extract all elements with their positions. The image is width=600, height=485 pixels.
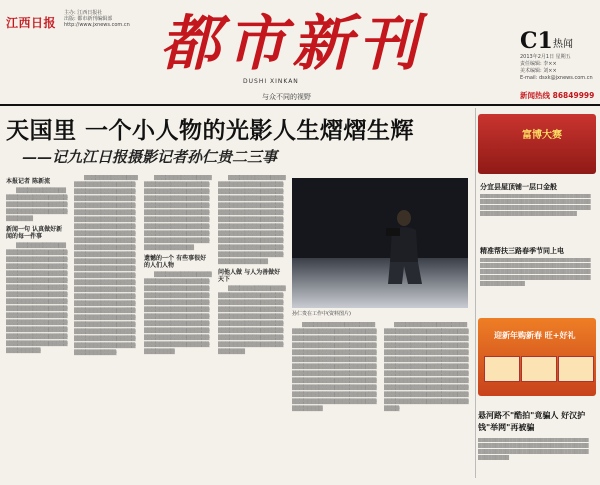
body-text-filler: ▒▒▒▒▒▒▒▒▒▒▒▒▒▒▒▒▒▒▒▒▒▒▒▒▒▒▒▒▒▒▒▒▒▒▒▒▒▒▒▒▒▒▒▒▒▒▒▒▒▒▒▒▒▒▒▒▒▒▒▒▒▒▒▒▒▒▒▒▒▒▒▒▒▒▒▒▒▒▒▒▒▒▒▒▒▒▒▒▒▒▒▒▒▒▒▒▒▒▒▒▒▒▒▒▒▒▒▒▒▒▒▒▒▒▒▒▒▒▒▒▒▒▒▒▒▒▒▒▒▒▒▒▒▒▒▒▒▒▒▒▒▒▒▒▒▒▒▒▒▒▒▒▒▒▒▒▒▒▒▒▒▒▒▒▒▒▒▒▒▒▒▒▒▒▒▒▒▒▒▒▒▒▒▒▒▒▒▒▒▒▒▒▒▒▒▒▒▒▒▒▒▒▒▒▒▒▒▒▒▒▒▒▒▒▒▒▒▒▒▒▒▒▒▒▒▒▒▒▒▒▒▒▒▒▒▒▒▒▒▒▒▒▒▒▒▒▒▒▒▒▒▒▒▒▒▒▒▒▒▒▒▒▒▒▒: [384, 322, 469, 412]
article-column-1: [6, 175, 68, 475]
meta-line: 主办: 江西日报社: [64, 10, 103, 16]
body-text-filler: ▒▒▒▒▒▒▒▒▒▒▒▒▒▒▒▒▒▒▒▒▒▒▒▒▒▒▒▒▒▒▒▒▒▒▒▒▒▒▒▒▒▒▒▒▒▒▒▒▒▒▒▒▒▒▒▒▒▒▒▒▒▒▒▒▒▒▒▒: [6, 188, 68, 222]
page-info-line: 美术编辑: 刘××: [520, 68, 557, 74]
article-subhead: ——记九江日报摄影记者孙仁贵二三事: [22, 148, 278, 166]
snow-ground: [292, 258, 468, 308]
article-headline: 天国里 一个小人物的光影人生熠熠生辉: [6, 118, 415, 144]
body-text-filler: ▒▒▒▒▒▒▒▒▒▒▒▒▒▒▒▒▒▒▒▒▒▒▒▒▒▒▒▒▒▒▒▒▒▒▒▒▒▒▒▒▒▒▒▒▒▒▒▒▒▒▒▒▒▒▒▒▒▒▒▒▒▒▒▒▒▒▒▒▒▒▒▒▒▒▒▒▒▒▒▒▒▒▒▒▒▒▒▒▒▒▒▒▒▒▒▒▒▒▒▒▒▒▒▒▒▒▒▒▒▒▒▒▒▒▒▒▒▒▒▒▒▒▒▒▒▒▒▒▒▒▒▒▒▒▒▒▒▒▒▒▒▒▒▒▒▒▒▒▒▒▒▒▒▒▒▒▒▒▒▒▒▒▒▒▒▒▒▒▒▒▒▒▒▒▒▒▒▒▒▒▒▒▒▒▒▒▒▒▒▒▒▒▒: [144, 272, 212, 355]
page-info: [520, 54, 598, 82]
article-column-2: [74, 175, 138, 475]
page-section: 热闻: [553, 39, 573, 50]
section-head: 问他人做 与人为善做好天下: [218, 269, 281, 283]
sidebar-item2-text: ▒▒▒▒▒▒▒▒▒▒▒▒▒▒▒▒▒▒▒▒▒▒▒▒▒▒▒▒▒▒▒▒▒▒▒▒▒▒▒▒▒▒▒▒▒▒▒▒▒▒▒▒▒▒▒▒▒▒▒▒▒▒▒▒▒▒▒▒▒▒▒▒▒▒▒▒▒▒▒▒▒▒▒▒▒▒▒▒▒▒▒▒▒▒▒▒▒▒▒▒▒▒▒▒▒▒▒▒▒▒▒▒▒▒▒▒▒▒▒▒▒▒▒▒▒▒▒▒▒▒▒▒▒▒▒▒▒▒▒▒▒: [480, 258, 591, 287]
parent-paper-logo: 江西日报: [6, 16, 57, 30]
middle-ad-title: 迎新年购新春 旺+好礼: [494, 331, 576, 340]
meta-line: 出版: 都市新刊编辑部: [64, 16, 113, 22]
section-head: 遗憾的一个 有些事很好的人们人物: [144, 255, 207, 269]
section-head: 新闻一句 认真做好新闻的每一件事: [6, 226, 63, 240]
newspaper-title: 都市新刊: [160, 9, 424, 79]
body-text-filler: ▒▒▒▒▒▒▒▒▒▒▒▒▒▒▒▒▒▒▒▒▒▒▒▒▒▒▒▒▒▒▒▒▒▒▒▒▒▒▒▒▒▒▒▒▒▒▒▒▒▒▒▒▒▒▒▒▒▒▒▒▒▒▒▒▒▒▒▒▒▒▒▒▒▒▒▒▒▒▒▒▒▒▒▒▒▒▒▒▒▒▒▒▒▒▒▒▒▒▒▒▒▒▒▒▒▒▒▒▒▒▒▒▒▒▒▒▒▒▒▒▒▒▒▒▒▒▒▒▒▒▒▒▒▒▒▒▒▒▒▒▒▒▒▒▒▒▒▒▒▒▒▒▒▒▒▒▒▒▒▒▒▒▒▒▒▒▒▒▒▒▒▒▒▒▒▒▒▒▒▒▒: [144, 175, 212, 251]
article-photo: [292, 178, 468, 308]
body-text-filler: ▒▒▒▒▒▒▒▒▒▒▒▒▒▒▒▒▒▒▒▒▒▒▒▒▒▒▒▒▒▒▒▒▒▒▒▒▒▒▒▒▒▒▒▒▒▒▒▒▒▒▒▒▒▒▒▒▒▒▒▒▒▒▒▒▒▒▒▒▒▒▒▒▒▒▒▒▒▒▒▒▒▒▒▒▒▒▒▒▒▒▒▒▒▒▒▒▒▒▒▒▒▒▒▒▒▒▒▒▒▒▒▒▒▒▒▒▒▒▒▒▒▒▒▒▒▒▒▒▒▒▒▒▒▒▒▒▒▒▒▒▒▒▒▒▒▒▒▒▒▒▒▒▒▒▒▒▒▒▒▒▒▒▒▒▒▒▒▒▒▒▒▒▒▒▒▒▒▒▒▒▒▒▒▒▒▒▒▒▒▒▒▒▒▒▒▒▒▒▒▒▒▒▒▒▒▒▒▒▒▒▒▒▒▒▒▒▒▒▒▒▒▒▒▒▒▒▒▒▒▒▒▒▒▒▒▒▒▒▒▒▒▒▒▒▒▒: [6, 243, 68, 354]
newspaper-pinyin: DUSHI XINKAN: [243, 78, 299, 85]
top-ad-title: 富博大赛: [522, 130, 562, 141]
ad-product-box: [558, 356, 594, 382]
ad-product-box: [521, 356, 557, 382]
top-ad-banner[interactable]: [478, 114, 596, 174]
article-column-6: [384, 322, 470, 476]
photographer-figure: [384, 206, 424, 286]
sidebar-bottom-headline: 悬河路不"酷拍"竟骗人 好汉护钱"举网"再被骗: [478, 411, 586, 432]
masthead-meta: [64, 10, 130, 28]
body-text-filler: ▒▒▒▒▒▒▒▒▒▒▒▒▒▒▒▒▒▒▒▒▒▒▒▒▒▒▒▒▒▒▒▒▒▒▒▒▒▒▒▒▒▒▒▒▒▒▒▒▒▒▒▒▒▒▒▒▒▒▒▒▒▒▒▒▒▒▒▒▒▒▒▒▒▒▒▒▒▒▒▒▒▒▒▒▒▒▒▒▒▒▒▒▒▒▒▒▒▒▒▒▒▒▒▒▒▒▒▒▒▒▒▒▒▒▒▒▒▒▒▒▒▒▒▒▒▒▒▒▒▒▒▒▒▒▒▒▒▒▒▒▒▒▒▒▒▒▒▒▒▒▒▒▒▒▒▒▒▒: [218, 286, 286, 355]
news-hotline: 新闻热线 86849999: [520, 91, 595, 100]
photo-caption: 孙仁贵在工作中(资料图片): [292, 311, 351, 317]
sidebar-item2-head: 精准帮扶三路春季节同上电: [480, 247, 564, 255]
byline: 本报记者 陈新流: [6, 178, 51, 185]
article-column-4: [218, 175, 286, 475]
sidebar-item1-head: 分宜县屋顶铺一层口金般: [480, 183, 557, 191]
body-text-filler: ▒▒▒▒▒▒▒▒▒▒▒▒▒▒▒▒▒▒▒▒▒▒▒▒▒▒▒▒▒▒▒▒▒▒▒▒▒▒▒▒▒▒▒▒▒▒▒▒▒▒▒▒▒▒▒▒▒▒▒▒▒▒▒▒▒▒▒▒▒▒▒▒▒▒▒▒▒▒▒▒▒▒▒▒▒▒▒▒▒▒▒▒▒▒▒▒▒▒▒▒▒▒▒▒▒▒▒▒▒▒▒▒▒▒▒▒▒▒▒▒▒▒▒▒▒▒▒▒▒▒▒▒▒▒▒▒▒▒▒▒▒▒▒▒▒▒▒▒▒▒▒▒▒▒▒▒▒▒▒▒▒▒▒▒▒▒▒▒▒▒▒▒▒▒▒▒▒▒▒▒▒▒▒▒▒▒▒▒▒▒▒▒▒▒▒▒▒▒▒▒▒▒▒▒▒▒▒▒▒▒▒▒▒▒▒▒▒▒▒▒▒▒▒▒▒▒▒▒▒▒▒▒▒▒▒▒▒▒▒▒▒▒▒▒▒▒▒▒▒▒▒▒▒▒▒▒▒▒▒▒▒▒▒▒▒▒▒▒▒▒▒▒▒▒▒▒▒▒▒▒▒▒▒▒▒▒▒▒▒▒▒▒▒▒▒▒▒▒▒▒▒▒▒▒▒▒▒▒▒▒▒▒▒▒▒▒▒▒▒▒▒▒▒▒▒▒▒▒▒▒▒▒▒▒▒▒▒▒▒▒▒▒▒▒▒▒▒▒▒▒▒▒▒▒▒▒▒▒▒▒▒▒▒▒▒▒▒▒▒▒▒▒▒▒▒▒▒▒▒▒▒▒▒▒▒▒▒▒▒▒▒▒▒▒▒▒▒▒▒▒▒▒▒▒▒▒▒▒▒: [74, 175, 138, 356]
meta-line: http://www.jxnews.com.cn: [64, 22, 130, 28]
newspaper-tagline: 与众不同的视野: [262, 93, 311, 101]
page-info-line: 2013年2月1日 星期五: [520, 54, 571, 60]
sidebar-item1-text: ▒▒▒▒▒▒▒▒▒▒▒▒▒▒▒▒▒▒▒▒▒▒▒▒▒▒▒▒▒▒▒▒▒▒▒▒▒▒▒▒▒▒▒▒▒▒▒▒▒▒▒▒▒▒▒▒▒▒▒▒▒▒▒▒▒▒▒▒▒▒▒▒▒▒▒▒▒▒▒▒▒▒▒▒▒▒▒▒▒▒▒▒▒▒▒▒▒▒▒▒▒▒▒▒▒▒▒▒▒▒▒▒▒▒▒▒▒▒▒▒▒▒▒▒: [480, 194, 591, 217]
masthead-rule: [0, 104, 600, 106]
page-info-line: E-mail: dsxk@jxnews.com.cn: [520, 75, 593, 81]
article-column-5: [292, 322, 378, 476]
body-text-filler: ▒▒▒▒▒▒▒▒▒▒▒▒▒▒▒▒▒▒▒▒▒▒▒▒▒▒▒▒▒▒▒▒▒▒▒▒▒▒▒▒▒▒▒▒▒▒▒▒▒▒▒▒▒▒▒▒▒▒▒▒▒▒▒▒▒▒▒▒▒▒▒▒▒▒▒▒▒▒▒▒▒▒▒▒▒▒▒▒▒▒▒▒▒▒▒▒▒▒▒▒▒▒▒▒▒▒▒▒▒▒▒▒▒▒▒▒▒▒▒▒▒▒▒▒▒▒▒▒▒▒▒▒▒▒▒▒▒▒▒▒▒▒▒▒▒▒▒▒▒▒▒▒▒▒▒▒▒▒▒▒▒▒▒▒▒▒▒▒▒▒▒▒▒▒▒▒▒▒▒▒▒▒▒▒▒▒▒▒▒▒▒▒▒▒▒▒▒▒▒▒▒▒▒▒▒▒▒▒▒▒▒▒▒▒▒: [218, 175, 286, 265]
ad-product-box: [484, 356, 520, 382]
page-number: C1: [520, 28, 553, 54]
page-info-line: 责任编辑: 李××: [520, 61, 557, 67]
sidebar-bottom-text: ▒▒▒▒▒▒▒▒▒▒▒▒▒▒▒▒▒▒▒▒▒▒▒▒▒▒▒▒▒▒▒▒▒▒▒▒▒▒▒▒▒▒▒▒▒▒▒▒▒▒▒▒▒▒▒▒▒▒▒▒▒▒▒▒▒▒▒▒▒▒▒▒▒▒▒▒▒▒▒▒▒▒▒▒▒▒▒▒▒▒▒▒▒▒▒▒▒▒▒▒▒▒▒▒▒: [478, 438, 589, 461]
article-column-3: [144, 175, 212, 475]
body-text-filler: ▒▒▒▒▒▒▒▒▒▒▒▒▒▒▒▒▒▒▒▒▒▒▒▒▒▒▒▒▒▒▒▒▒▒▒▒▒▒▒▒▒▒▒▒▒▒▒▒▒▒▒▒▒▒▒▒▒▒▒▒▒▒▒▒▒▒▒▒▒▒▒▒▒▒▒▒▒▒▒▒▒▒▒▒▒▒▒▒▒▒▒▒▒▒▒▒▒▒▒▒▒▒▒▒▒▒▒▒▒▒▒▒▒▒▒▒▒▒▒▒▒▒▒▒▒▒▒▒▒▒▒▒▒▒▒▒▒▒▒▒▒▒▒▒▒▒▒▒▒▒▒▒▒▒▒▒▒▒▒▒▒▒▒▒▒▒▒▒▒▒▒▒▒▒▒▒▒▒▒▒▒▒▒▒▒▒▒▒▒▒▒▒▒▒▒▒▒▒▒▒▒▒▒▒▒▒▒▒▒▒▒▒▒▒▒▒▒▒▒▒▒▒▒▒▒▒▒▒▒▒▒▒▒▒▒▒▒▒▒▒▒▒▒▒▒▒▒▒▒▒▒▒▒▒▒▒▒▒▒▒▒▒▒▒▒▒▒▒▒: [292, 322, 377, 412]
